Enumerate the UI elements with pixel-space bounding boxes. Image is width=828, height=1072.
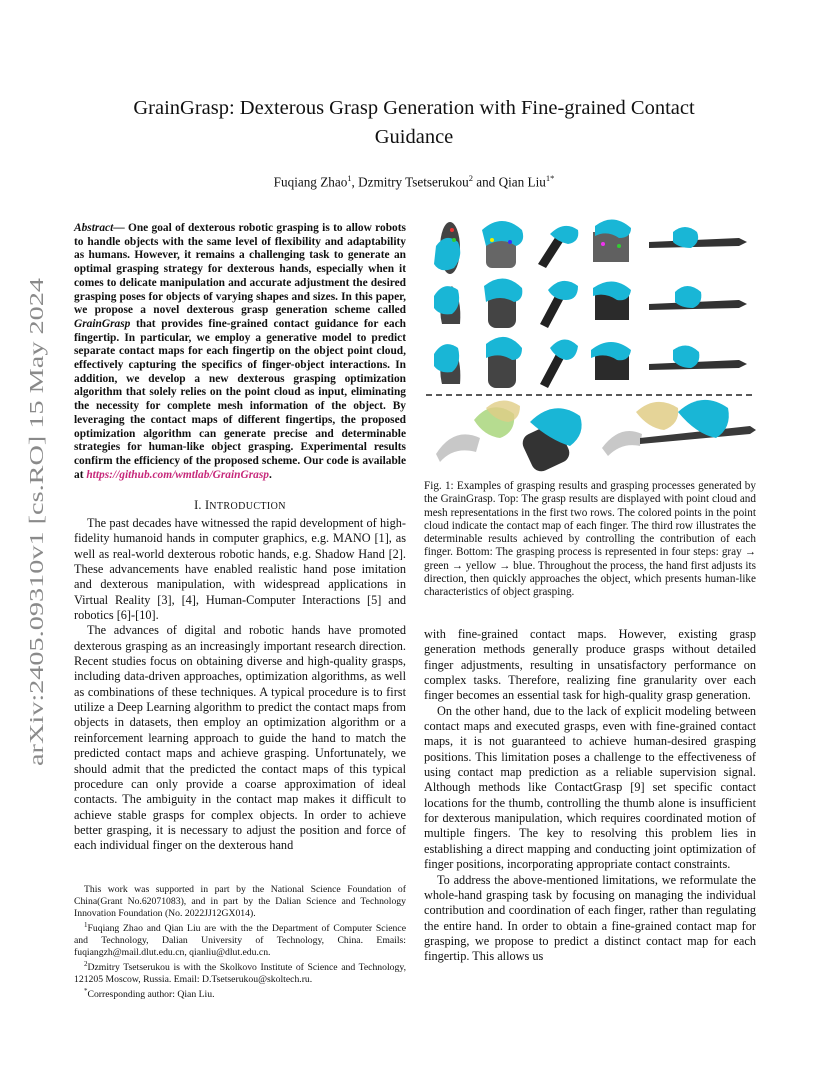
grasp-result-2 (482, 221, 523, 268)
paper-title (90, 94, 738, 152)
author-list (90, 173, 738, 190)
footnote-marker: 1 (84, 920, 88, 929)
grasp-result-3 (538, 226, 578, 268)
title-line-1: GrainGrasp: Dexterous Grasp Generation with Fine-grained Contact (133, 97, 695, 119)
figure-1-grasp-examples (424, 208, 756, 476)
paragraph: The advances of digital and robotic hands have promoted dexterous grasping as an increasingly important research direction. Recent studies focus on obtaining diverse and high-quality grasps, including data-driven approaches, optimization algorithms, as well as combinations of these techniques. A typical procedure is to first utilize a Deep Learning algorithm to predict the contact maps from objects in datasets, then employ an optimization algorithm or a reinforcement learning approach to guide the hand to match the predicted contact maps and achieve grasping. Unfortunately, we should admit that the predicted the contact maps of this typical procedure can only provide a coarse approximation of ideal contacts. The ambiguity in the contact map makes it difficult to achieve stable grasps for complex objects. In order to achieve better grasping, it is necessary to adjust the position and force of each individual finger on the dexterous hand (74, 623, 406, 853)
author-name: Fuqiang Zhao (273, 174, 348, 190)
author-affiliation: 2 (468, 173, 473, 183)
title-line-2: Guidance (374, 126, 454, 148)
section-initial: I (204, 498, 210, 512)
grasp-process-left (436, 400, 582, 474)
abstract-text: One goal of dexterous robotic grasping is to allow robots to handle objects with the same level of flexibility and adaptability as humans. However, it remains a challenging task to generate an optimal grasping strategy for dexterous hands, especially when it comes to delicate manipulation and accurate adjustment the desired grasping poses for objects of varying shapes and sizes. In this paper, we propose a novel dexterous grasp generation scheme called (74, 222, 406, 317)
arxiv-stamp (23, 276, 49, 766)
footnote-funding (74, 884, 406, 920)
code-link[interactable]: https://github.com/wmtlab/GrainGrasp (86, 468, 269, 481)
intro-left-column (74, 516, 406, 854)
footnote-text: This work was supported in part by the National Science Foundation of China(Grant No.62071083), and in part by the Dalian Science and Technology Innovation Foundation (No. 2022JJ12GX014). (74, 884, 406, 919)
footnote-marker: * (84, 986, 88, 995)
footnote-text: Fuqiang Zhao and Qian Liu are with the the Department of Computer Science and Technology, Dalian University of Technology, China. Emails: fuqiangzh@mail.dlut.edu.cn, qianliu@dlut.edu.cn. (74, 922, 406, 958)
caption-text: Fig. 1: Examples of grasping results and grasping processes generated by the GrainGrasp. Top: The grasp results are displayed with point cloud and mesh representations in the first two rows. The colored points in the point cloud indicate the contact map of each finger. The third row illustrates the determinable results achieved by controlling the contribution of each finger. Bottom: The grasping process is represented in four steps: gray → green → yellow → blue. Throughout the process, the hand first adjusts its direction, then quickly approaches the object, which presents human-like characteristics of object grasping. (424, 480, 756, 599)
footnote-affiliation-2 (74, 959, 406, 986)
section-numeral: I. (194, 498, 205, 512)
abstract-dash: — (113, 222, 128, 234)
section-heading-introduction (74, 498, 406, 513)
abstract-text-2: that provides fine-grained contact guidance for each fingertip. In particular, we employ a generative model to predict separate contact maps for each fingertip on the object point cloud, effectively capturing the specifics of finger-object interactions. In addition, we develop a new dexterous grasping optimization algorithm that solely relies on the point cloud as input, eliminating the necessity for complete mesh information of the object. By leveraging the contact maps of different fingertips, the proposed optimization algorithm can generate precise and determinable strategies for human-like object grasping. Experimental results confirm the efficiency of the proposed scheme. Our code is available at (74, 317, 406, 481)
author-name: Qian Liu (498, 174, 546, 190)
abstract (74, 222, 406, 482)
author-affiliation: 1* (545, 173, 555, 183)
section-title-rest: NTRODUCTION (209, 501, 286, 512)
footnote-affiliation-1 (74, 920, 406, 959)
footnote-corresponding (74, 986, 406, 1001)
footnote-text: Corresponding author: Qian Liu. (87, 988, 215, 1000)
abstract-end: . (268, 468, 272, 481)
arxiv-identifier: arXiv:2405.09310v1 [cs.RO] 15 May 2024 (26, 411, 48, 766)
paragraph: The past decades have witnessed the rapid development of high-fidelity humanoid hands in computer graphics, e.g. MANO [1], as well as real-world dexterous robotic hands, e.g. Shadow Hand [2]. These advancements have enabled realistic hand pose imitation and dexterous manipulation, with widespread applications in Virtual Reality [3], [4], Human-Computer Interactions [5] and robotics [6]-[10]. (74, 516, 406, 623)
grasp-result-5 (649, 227, 747, 248)
row-pointcloud-results (434, 219, 747, 274)
paragraph: To address the above-mentioned limitations, we reformulate the whole-hand grasping task by focusing on managing the individual contribution and coordination of each finger, rather than regulating the entire hand. In order to obtain a fine-grained contact map for grasping, we propose to predict a distinct contact map for each fingertip. This allows us (424, 872, 756, 964)
paragraph: with fine-grained contact maps. However, existing grasp generation methods generally produce grasps without detailed finger adjustments, resulting in unsatisfactory performance on complex tasks. Therefore, realizing fine granularity over each finger becomes an essential task for high-quality grasp generation. (424, 627, 756, 703)
grasp-result-1 (434, 222, 460, 274)
row-mesh-results (434, 278, 747, 328)
figure-1-caption (424, 480, 756, 600)
grasp-result-4 (593, 219, 631, 262)
author-name: Dzmitry Tsetserukou (358, 174, 469, 190)
method-name: GrainGrasp (74, 317, 131, 330)
grasp-process-right (602, 400, 756, 456)
intro-right-column (424, 627, 756, 965)
footnote-marker: 2 (84, 959, 88, 968)
abstract-label: Abstract (74, 222, 114, 234)
author-separator: , (351, 174, 359, 190)
row-determinable-results (434, 337, 747, 388)
footnote-text: Dzmitry Tsetserukou is with the Skolkovo Institute of Science and Technology, 121205 Moscow, Russia. Email: D.Tsetserukou@skoltech.ru. (74, 961, 406, 985)
footnotes (74, 884, 406, 1001)
author-affiliation: 1 (347, 173, 352, 183)
paragraph: On the other hand, due to the lack of explicit modeling between contact maps and executed grasps, even with fine-grained contact maps, it is not guaranteed to achieve human-desired grasping positions. This limitation poses a challenge to the effectiveness of using contact map prediction as a reliable supervision signal. Although methods like ContactGrasp [9] set specific contact locations for the thumb, controlling the thumb alone is insufficient for dexterous manipulation, which requires coordinated motion of multiple fingers. The key to resolving this problem lies in establishing a direct mapping and conducting joint optimization of finger positions, incorporating appropriate contact constraints. (424, 703, 756, 872)
author-separator: and (472, 174, 499, 190)
